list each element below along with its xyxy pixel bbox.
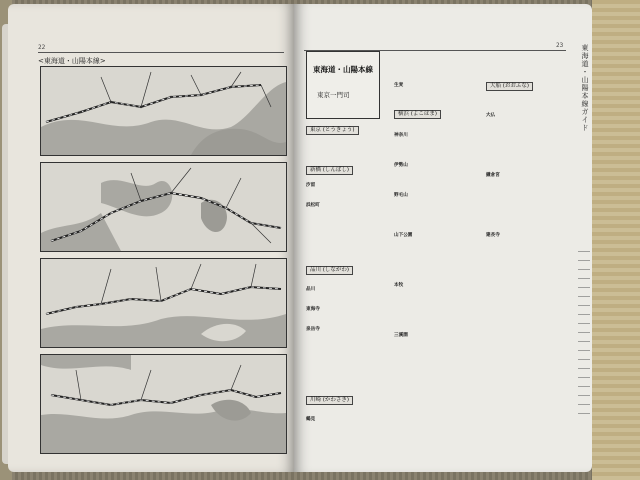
station-name: 横浜 (398, 111, 410, 117)
entry: 浜松町 (306, 203, 320, 208)
station-reading: (かわさき) (322, 397, 350, 403)
map-sanyo-drawing (41, 355, 286, 453)
header-rule (38, 52, 284, 53)
text-column-1 (306, 126, 386, 466)
station-name: 品川 (310, 267, 322, 273)
station-reading: (しんばし) (322, 167, 350, 173)
entry: 野毛山 (394, 193, 408, 198)
map-kinki (40, 258, 287, 348)
entry: 三溪園 (394, 333, 408, 338)
chapter-subtitle: 東京一門司 (317, 91, 350, 99)
chapter-title: 東海道・山陽本線 (313, 65, 373, 74)
station-name: 新橋 (310, 167, 322, 173)
left-page-number: 22 (38, 44, 46, 51)
tatami-mat (592, 0, 640, 480)
left-page (8, 4, 294, 472)
map-sanyo (40, 354, 287, 454)
map-tokai (40, 162, 287, 252)
text-column-2 (394, 82, 479, 462)
station-heading (306, 126, 359, 135)
entry: 大仏 (486, 113, 496, 118)
map-kinki-drawing (41, 259, 286, 347)
entry: 泉岳寺 (306, 327, 320, 332)
entry: 鶴見 (306, 417, 316, 422)
entry: 本牧 (394, 283, 404, 288)
station-heading (306, 166, 353, 175)
side-index-marks (578, 244, 590, 414)
map-tokyo-bay-drawing (41, 67, 286, 155)
map-tokai-drawing (41, 163, 286, 251)
entry: 建長寺 (486, 233, 500, 238)
entry: 汐留 (306, 183, 316, 188)
station-name: 東京 (310, 127, 322, 133)
entry: 東海寺 (306, 307, 320, 312)
station-name: 大船 (490, 83, 502, 89)
chapter-title-box (306, 51, 380, 119)
section-label: <東海道・山陽本線> (38, 57, 106, 65)
entry: 伊勢山 (394, 163, 408, 168)
station-reading: (おおふな) (502, 83, 530, 89)
entry: 鎌倉宮 (486, 173, 500, 178)
station-reading: (とうきょう) (322, 127, 355, 133)
station-reading: (よこはま) (410, 111, 438, 117)
open-book (8, 4, 592, 474)
right-page (294, 4, 592, 472)
entry: 山下公園 (394, 233, 413, 238)
station-heading (306, 396, 353, 405)
entry: 神奈川 (394, 133, 408, 138)
map-tokyo-bay (40, 66, 287, 156)
right-page-number: 23 (556, 42, 564, 49)
station-heading (394, 110, 441, 119)
station-name: 川崎 (310, 397, 322, 403)
station-reading: (しながわ) (322, 267, 350, 273)
side-running-title: 東海道・山陽本線ガイド (581, 44, 589, 132)
station-heading (306, 266, 353, 275)
station-heading (486, 82, 533, 91)
entry: 品川 (306, 287, 316, 292)
entry: 生麦 (394, 83, 404, 88)
text-column-3 (486, 82, 566, 462)
